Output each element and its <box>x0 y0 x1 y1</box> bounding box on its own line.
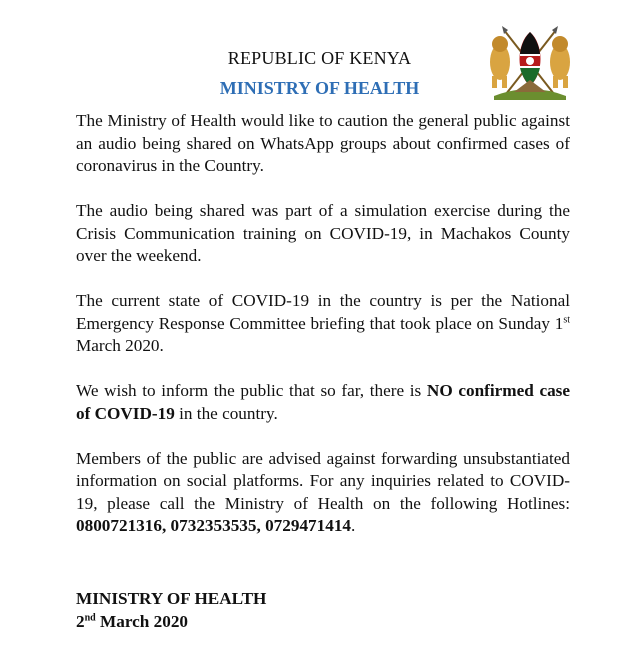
current-state-text: The current state of COVID-19 in the country is per the National Emergency Response Committee briefing that took place on Sunday 1 <box>76 291 570 333</box>
signature-name: MINISTRY OF HEALTH <box>76 589 267 608</box>
paragraph-caution: The Ministry of Health would like to caution the general public against an audio being shared on WhatsApp groups about confirmed cases of coronavirus in the Country. <box>76 111 570 175</box>
no-cases-lead: We wish to inform the public that so far, there is <box>76 381 427 400</box>
advisory-end: . <box>351 516 356 535</box>
signature-block <box>76 588 266 633</box>
date-ordinal: nd <box>84 611 96 623</box>
date-day: 2 <box>76 611 85 631</box>
current-state-date: March 2020. <box>76 336 164 355</box>
ministry-heading: MINISTRY OF HEALTH <box>219 78 420 98</box>
paragraph-current-state <box>76 290 570 358</box>
advisory-text: Members of the public are advised against forwarding unsubstantiated information on social platforms. For any inquiries related to COVID-19, please call the Ministry of Health on the following Hotlines: <box>76 448 570 513</box>
statement-body <box>76 110 570 560</box>
no-cases-emphasis: NO confirmed case of COVID-19 <box>76 381 570 423</box>
paragraph-no-cases <box>76 380 570 425</box>
signature-date <box>76 611 266 634</box>
hotline-numbers: 0800721316, 0732353535, 0729471414 <box>76 516 351 535</box>
republic-heading: REPUBLIC OF KENYA <box>227 48 412 68</box>
paragraph-simulation: The audio being shared was part of a simulation exercise during the Crisis Communication training on COVID-19, in Machakos County over the weekend. <box>76 201 570 265</box>
ordinal-suffix: st <box>563 313 570 325</box>
no-cases-tail: in the country. <box>174 403 278 423</box>
date-rest: March 2020 <box>95 611 189 631</box>
paragraph-advisory <box>76 448 570 538</box>
